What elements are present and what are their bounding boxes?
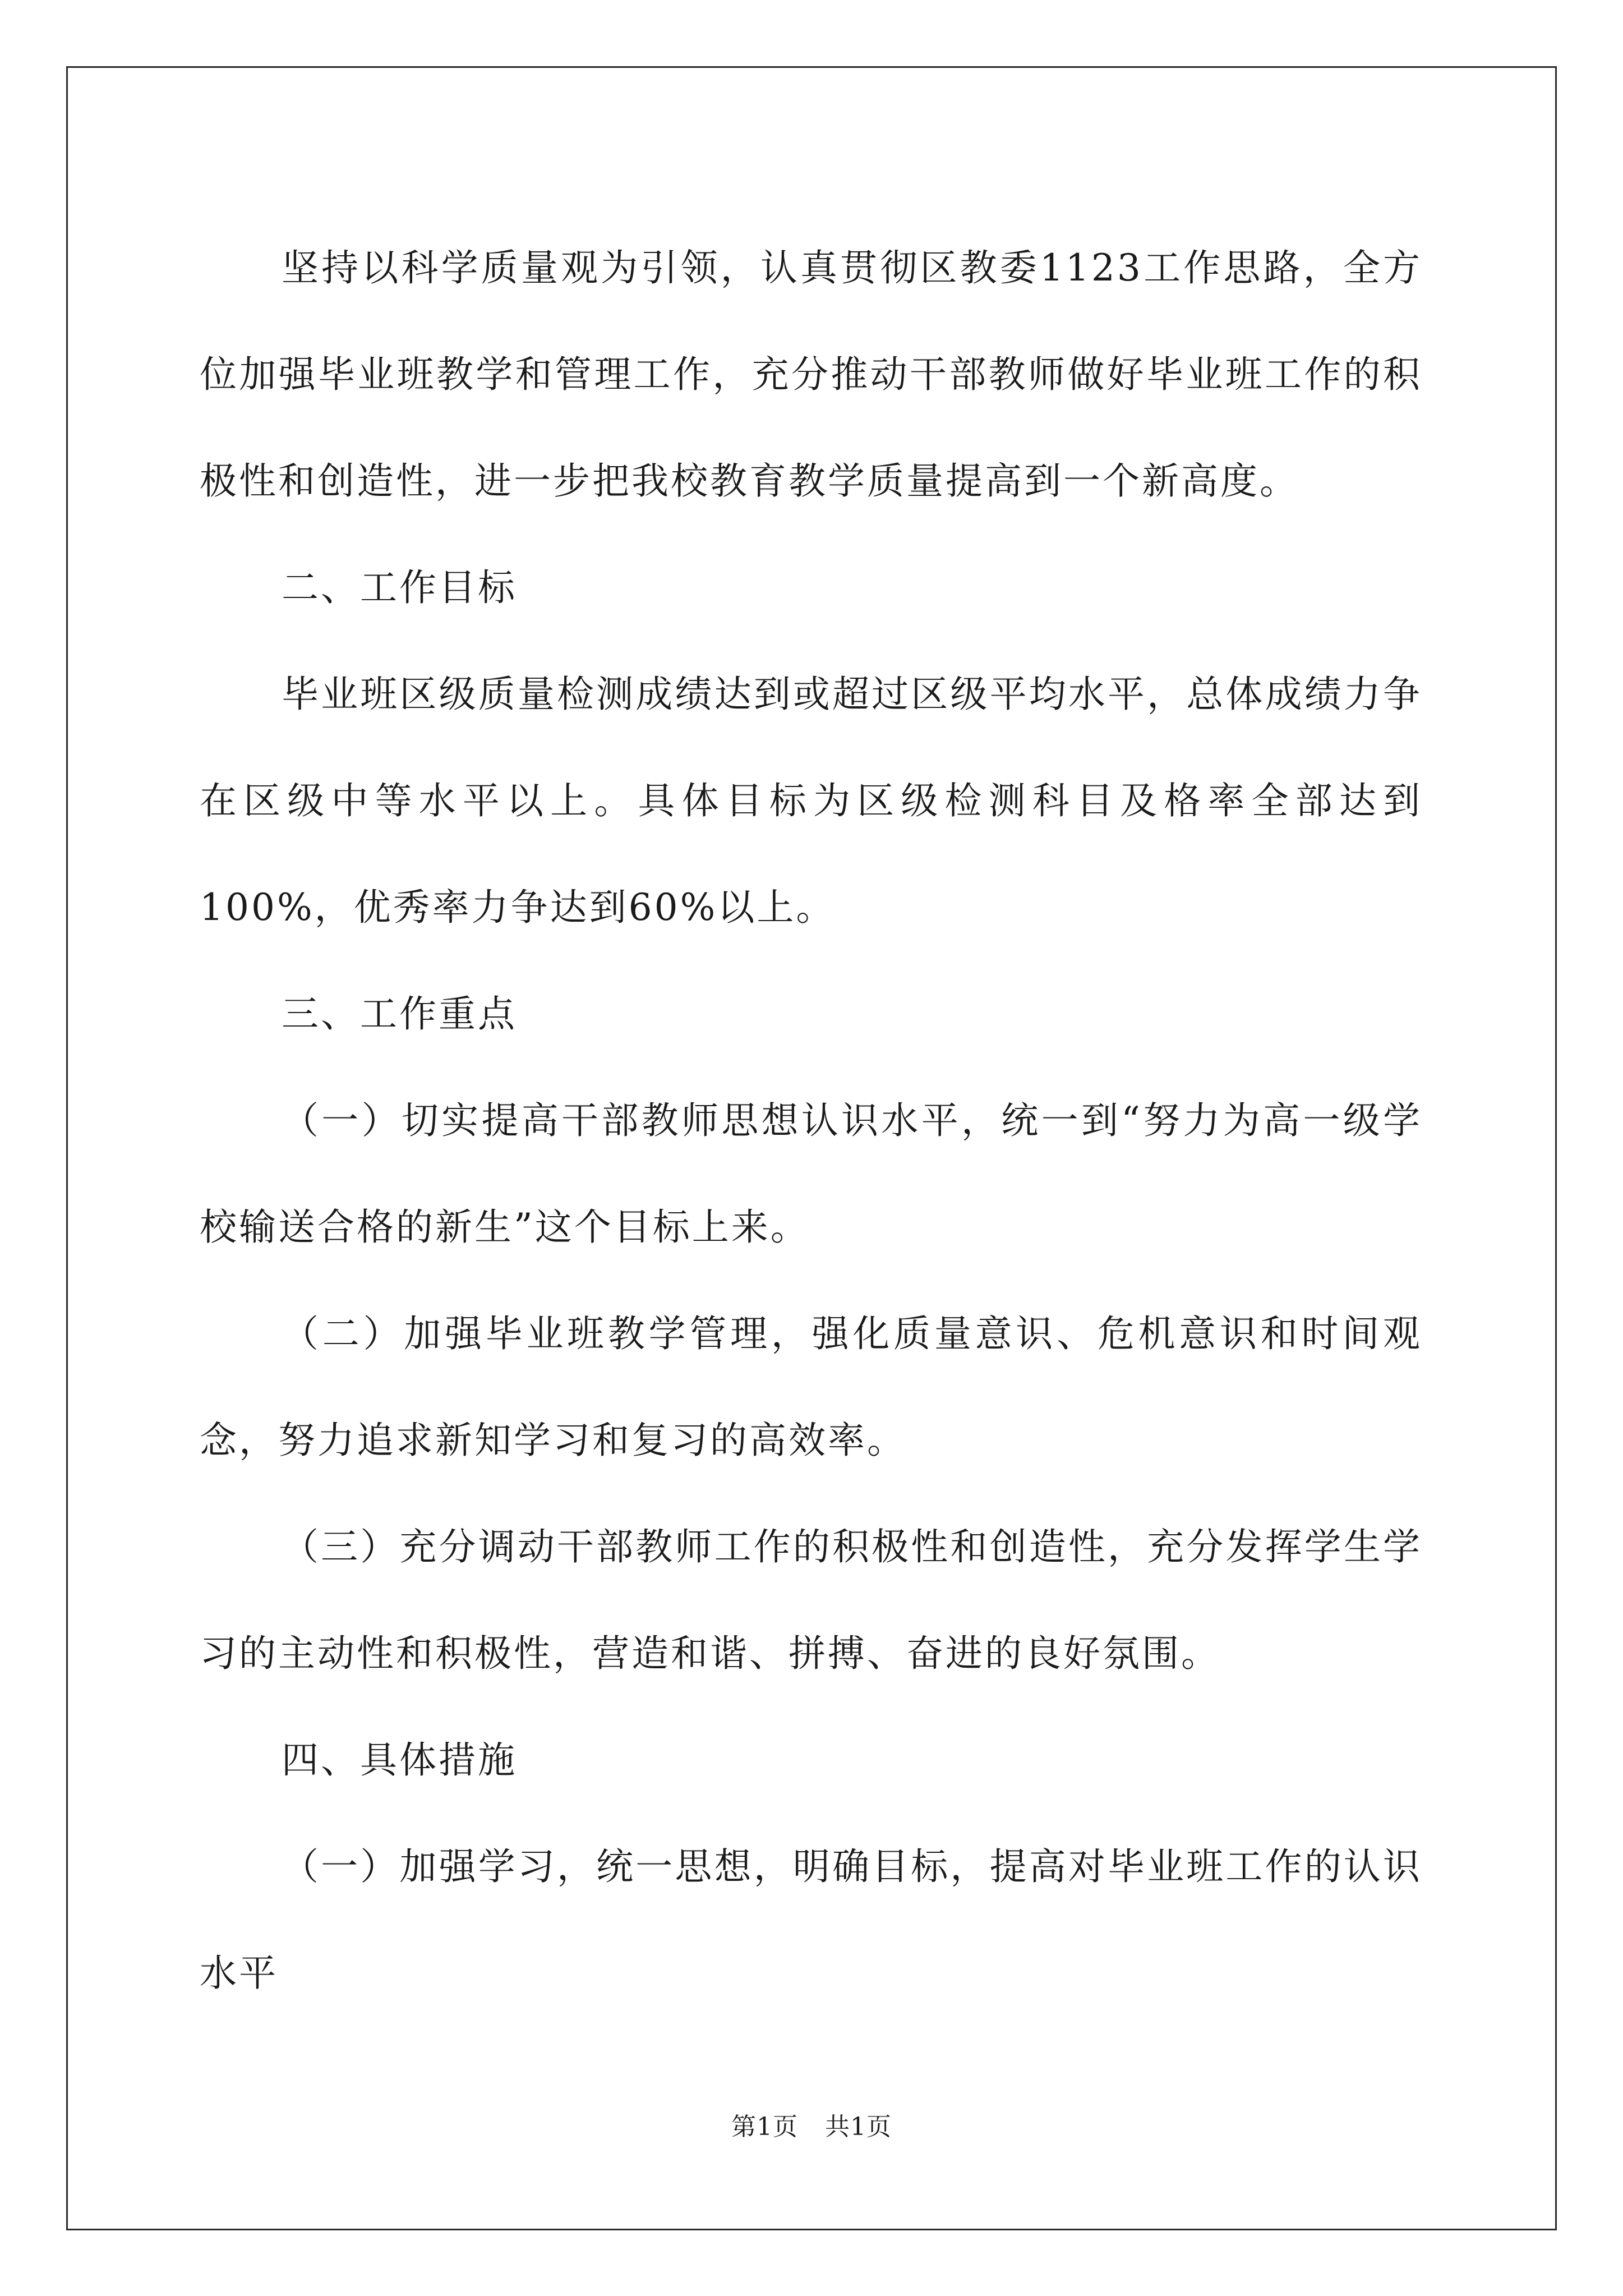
heading-work-focus: 三、工作重点: [282, 992, 517, 1036]
page-total: 共1页: [825, 2113, 892, 2141]
heading-work-goals: 二、工作目标: [282, 566, 517, 609]
page-footer: [0, 2110, 1623, 2144]
paragraph-intro: 坚持以科学质量观为引领，认真贯彻区教委1123工作思路，全方位加强毕业班教学和管理工作，充分推动干部教师做好毕业班工作的积极性和创造性，进一步把我校教育教学质量提高到一个新高度。: [200, 246, 1422, 503]
heading-measures: 四、具体措施: [282, 1738, 517, 1782]
paragraph-measure-1: （一）加强学习，统一思想，明确目标，提高对毕业班工作的认识水平: [200, 1845, 1422, 1995]
paragraph-focus-2: （二）加强毕业班教学管理，强化质量意识、危机意识和时间观念，努力追求新知学习和复习的高效率。: [200, 1312, 1422, 1462]
paragraph-focus-1: （一）切实提高干部教师思想认识水平，统一到“努力为高一级学校输送合格的新生”这个目标上来。: [200, 1099, 1422, 1249]
page-number: 第1页: [731, 2113, 798, 2141]
paragraph-focus-3: （三）充分调动干部教师工作的积极性和创造性，充分发挥学生学习的主动性和积极性，营造和谐、拼搏、奋进的良好氛围。: [200, 1525, 1422, 1675]
document-body: [200, 215, 1422, 2027]
paragraph-goals: 毕业班区级质量检测成绩达到或超过区级平均水平，总体成绩力争在区级中等水平以上。具体目标为区级检测科目及格率全部达到100%，优秀率力争达到60%以上。: [200, 673, 1422, 929]
